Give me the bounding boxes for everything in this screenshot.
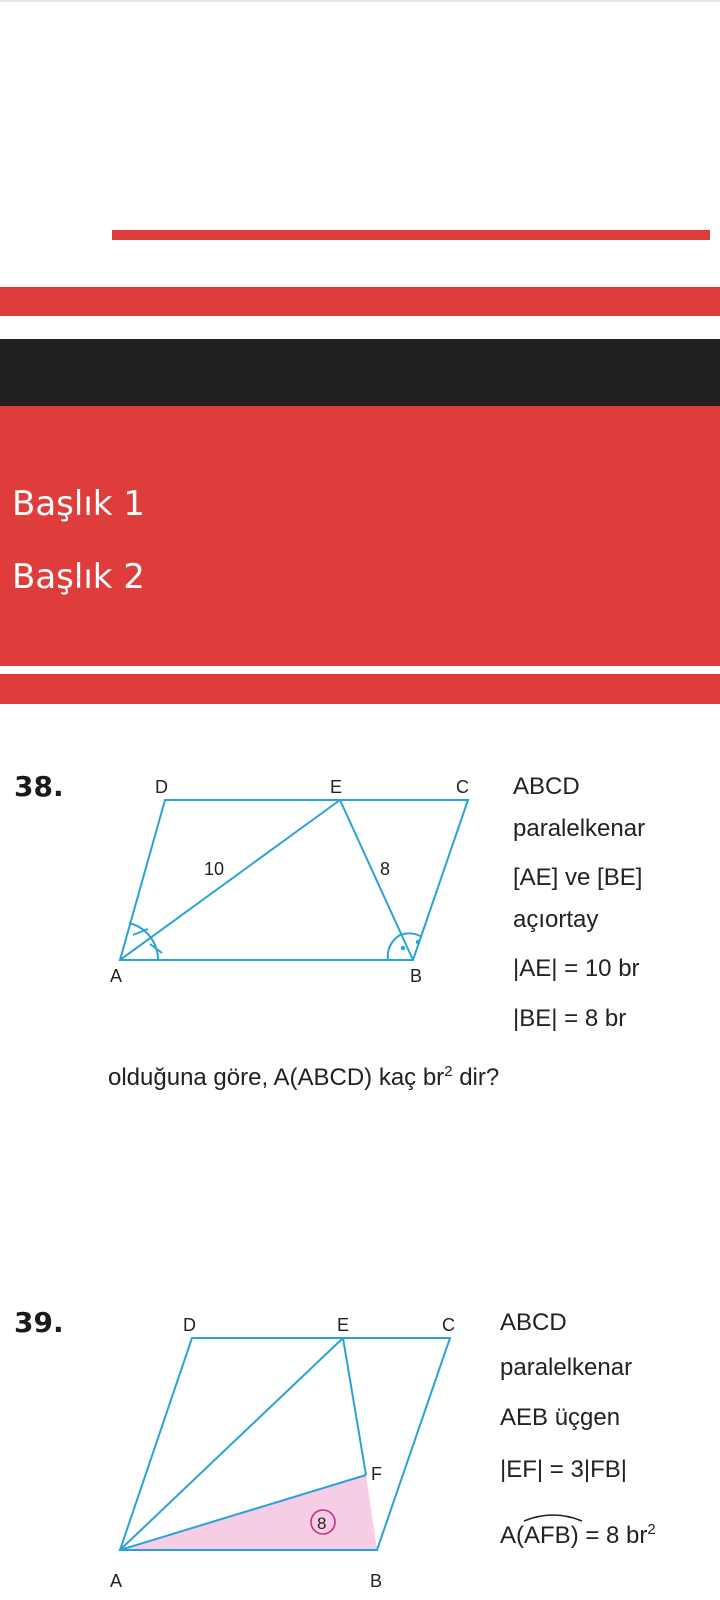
q39-label-c: C bbox=[442, 1315, 455, 1335]
arc-hat-icon bbox=[522, 1511, 584, 1523]
q39-area-suffix: ) = 8 br bbox=[570, 1522, 648, 1549]
q39-info-line: AEB üçgen bbox=[500, 1404, 621, 1431]
q38-info-line: [AE] ve [BE] bbox=[513, 864, 643, 891]
q38-label-c: C bbox=[456, 777, 469, 797]
q39-label-f: F bbox=[371, 1464, 382, 1484]
q39-area-sup: 2 bbox=[647, 1521, 656, 1538]
q39-label-b: B bbox=[370, 1571, 383, 1591]
q38-info-line: açıortay bbox=[513, 906, 599, 933]
q39-area-formula bbox=[500, 1518, 656, 1548]
q38-length-be: 8 bbox=[380, 859, 391, 879]
q39-area-arc: AFB bbox=[524, 1522, 571, 1549]
q38-label-e: E bbox=[330, 777, 343, 797]
q39-area-prefix: A( bbox=[500, 1522, 524, 1549]
q39-segment-ef bbox=[343, 1338, 366, 1475]
q38-question-suffix: dir? bbox=[452, 1064, 500, 1091]
q38-label-b: B bbox=[410, 966, 423, 986]
q39-label-d: D bbox=[183, 1315, 196, 1335]
q39-label-e: E bbox=[337, 1315, 350, 1335]
q39-label-a: A bbox=[110, 1571, 123, 1591]
q39-info-line: paralelkenar bbox=[500, 1354, 633, 1381]
question-38-number: 38. bbox=[14, 770, 64, 803]
heading-2: Başlık 2 bbox=[12, 557, 145, 597]
q38-info-line: |BE| = 8 br bbox=[513, 1005, 627, 1032]
q39-area-label: 8 bbox=[317, 1514, 327, 1533]
q39-info-line: |EF| = 3|FB| bbox=[500, 1456, 627, 1483]
q38-question-sup: 2 bbox=[444, 1063, 453, 1080]
q38-info-line: ABCD bbox=[513, 773, 580, 800]
q38-info-line: paralelkenar bbox=[513, 815, 646, 842]
q38-label-a: A bbox=[110, 966, 123, 986]
question-39-number: 39. bbox=[14, 1306, 64, 1339]
q38-question-text: olduğuna göre, A(ABCD) kaç br bbox=[108, 1064, 445, 1091]
heading-1: Başlık 1 bbox=[12, 484, 145, 524]
q38-label-d: D bbox=[155, 777, 168, 797]
q38-info-line: |AE| = 10 br bbox=[513, 955, 640, 982]
q39-info-line: ABCD bbox=[500, 1309, 567, 1336]
q38-length-ae: 10 bbox=[204, 859, 225, 879]
